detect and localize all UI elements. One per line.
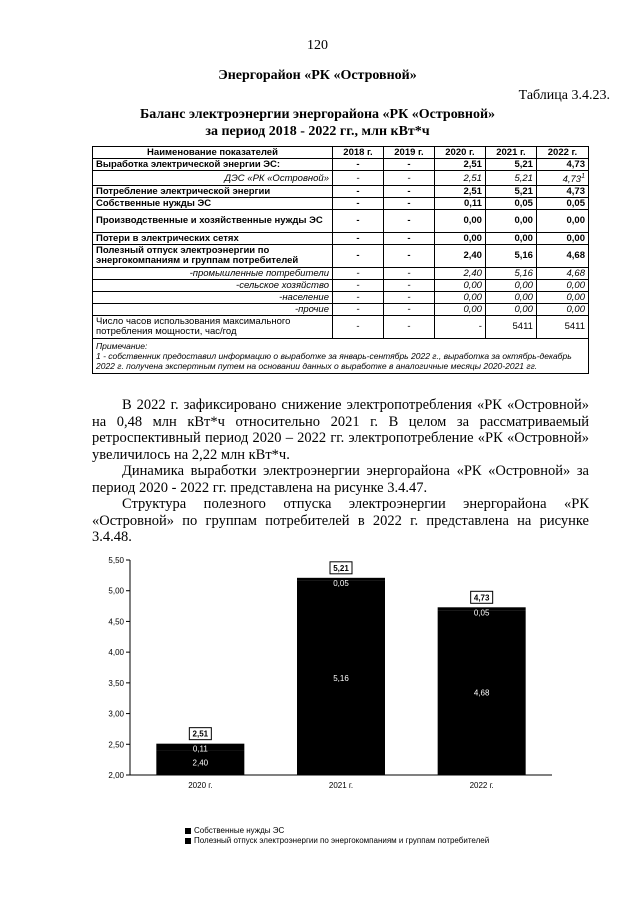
note-title: Примечание: (96, 341, 148, 352)
cell: 0,00 (434, 233, 485, 245)
cell: 4,68 (536, 245, 588, 268)
cell: 5,21 (485, 186, 536, 198)
paragraph-3 (92, 496, 589, 546)
note-text: 1 - собственник предоставил информацию о выработке за январь-сентябрь 2022 г., выработка за октябрь-декабрь 2022 г. получена экспертным путем на основании данных о выработке в аналогичные месяцы 2020-2021 гг. (96, 351, 572, 372)
header-cell: 2021 г. (485, 147, 536, 159)
x-tick-label: 2020 г. (188, 781, 213, 790)
total-label: 5,21 (333, 563, 349, 573)
cell: 5,21 (485, 159, 536, 171)
row-label: Производственные и хозяйственные нужды ЭС (93, 210, 333, 233)
y-tick-label: 2,00 (108, 771, 124, 780)
paragraph-2 (92, 463, 589, 496)
data-label-own-needs: 0,05 (333, 578, 349, 588)
cell: - (383, 280, 434, 292)
cell: - (383, 304, 434, 316)
table-number: Таблица 3.4.23. (518, 88, 610, 103)
data-label-own-needs: 0,11 (192, 744, 208, 754)
legend-swatch (185, 838, 191, 844)
y-tick-label: 5,00 (108, 586, 124, 596)
bar-chart (92, 550, 572, 800)
y-tick-label: 3,00 (108, 709, 124, 719)
header-cell: Наименование показателей (93, 147, 333, 159)
y-tick-label: 2,50 (108, 740, 124, 750)
y-tick-label: 5,50 (108, 556, 124, 565)
page-number: 120 (307, 38, 328, 53)
table-title-line2: за период 2018 - 2022 гг., млн кВт*ч (205, 124, 430, 139)
cell: - (383, 233, 434, 245)
paragraph-1 (92, 397, 589, 463)
paragraph-1-text: В 2022 г. зафиксировано снижение электропотребления «РК «Островной» на 0,48 млн кВт*ч относительно 2021 г. В целом за рассматриваемый ретроспективный период 2020 – 2022 гг. электропотребление «РК «Островной» увеличилось на 2,22 млн кВт*ч. (92, 397, 589, 463)
total-label: 4,73 (473, 593, 490, 603)
y-tick-label: 4,50 (108, 617, 124, 627)
row-label: -прочие (93, 304, 333, 316)
data-label-useful-supply: 2,40 (192, 758, 209, 768)
cell: 0,05 (485, 198, 536, 210)
cell: 2,40 (434, 268, 485, 280)
table-row (93, 171, 589, 186)
cell: 0,00 (485, 233, 536, 245)
table-row (93, 304, 589, 316)
table-title-line1: Баланс электроэнергии энергорайона «РК «Островной» (139, 107, 496, 122)
cell: 0,00 (434, 280, 485, 292)
table-note (93, 339, 589, 374)
header-cell: 2019 г. (383, 147, 434, 159)
row-label: Число часов использования максимального потребления мощности, час/год (93, 316, 333, 339)
cell: - (383, 268, 434, 280)
cell: - (333, 171, 384, 186)
data-label-own-needs: 0,05 (473, 608, 490, 618)
y-tick-label: 3,50 (108, 678, 124, 688)
cell: 0,00 (536, 210, 588, 233)
legend-label: Собственные нужды ЭС (194, 826, 285, 835)
cell: 0,00 (434, 292, 485, 304)
balance-table (92, 146, 589, 374)
table-row (93, 186, 589, 198)
cell: 0,00 (434, 304, 485, 316)
cell: 0,00 (536, 304, 588, 316)
cell: 0,00 (485, 304, 536, 316)
table-row (93, 280, 589, 292)
header-cell: 2020 г. (434, 147, 485, 159)
cell: 4,68 (536, 268, 588, 280)
header-cell: 2022 г. (536, 147, 588, 159)
cell: - (383, 210, 434, 233)
cell: 0,00 (536, 292, 588, 304)
cell: 4,73 (536, 186, 588, 198)
row-label: Потери в электрических сетях (93, 233, 333, 245)
cell: 2,51 (434, 186, 485, 198)
cell: - (383, 159, 434, 171)
cell: 0,00 (485, 280, 536, 292)
cell: 0,05 (536, 198, 588, 210)
cell: - (383, 171, 434, 186)
table-row (93, 292, 589, 304)
cell: 0,00 (536, 280, 588, 292)
legend-label: Полезный отпуск электроэнергии по энергокомпаниям и группам потребителей (194, 836, 490, 845)
paragraph-2-text: Динамика выработки электроэнергии энергорайона «РК «Островной» за период 2020 - 2022 гг. представлена на рисунке 3.4.47. (92, 463, 589, 496)
cell: 5,16 (485, 268, 536, 280)
cell: 2,51 (434, 171, 485, 186)
table-row (93, 316, 589, 339)
cell: - (333, 198, 384, 210)
row-label: -население (93, 292, 333, 304)
cell: - (383, 186, 434, 198)
table-row (93, 198, 589, 210)
cell: 4,73 (536, 159, 588, 171)
cell: - (333, 304, 384, 316)
cell: 2,51 (434, 159, 485, 171)
table-row (93, 159, 589, 171)
cell: - (333, 186, 384, 198)
cell: - (383, 292, 434, 304)
cell: 0,11 (434, 198, 485, 210)
section-title: Энергорайон «РК «Островной» (218, 68, 417, 83)
cell: 5,16 (485, 245, 536, 268)
cell: 0,00 (434, 210, 485, 233)
row-label: ДЭС «РК «Островной» (93, 171, 333, 186)
cell: - (333, 292, 384, 304)
cell: 2,40 (434, 245, 485, 268)
data-label-useful-supply: 4,68 (473, 688, 490, 698)
paragraph-3-text: Структура полезного отпуска электроэнергии энергорайона «РК «Островной» по группам потребителей в 2022 г. представлена на рисунке 3.4.48. (92, 496, 589, 545)
row-label: -промышленные потребители (93, 268, 333, 280)
cell: - (333, 280, 384, 292)
cell: - (333, 268, 384, 280)
cell: - (333, 245, 384, 268)
total-label: 2,51 (192, 729, 209, 739)
legend-item-useful-supply (185, 836, 489, 845)
cell (536, 171, 588, 186)
table-row (93, 268, 589, 280)
table-row (93, 210, 589, 233)
cell: 0,00 (485, 210, 536, 233)
y-tick-label: 4,00 (108, 648, 124, 658)
table-note-row (93, 339, 589, 374)
table-title (0, 106, 635, 140)
table-header-row (93, 147, 589, 159)
cell: - (383, 198, 434, 210)
x-tick-label: 2021 г. (328, 781, 354, 790)
cell: - (333, 233, 384, 245)
cell: - (434, 316, 485, 339)
table-row (93, 233, 589, 245)
cell: - (333, 316, 384, 339)
cell: 5411 (485, 316, 536, 339)
cell: 0,00 (485, 292, 536, 304)
row-label: Собственные нужды ЭС (93, 198, 333, 210)
cell: - (333, 210, 384, 233)
cell-value: 4,73 (562, 174, 582, 186)
row-label: -сельское хозяйство (93, 280, 333, 292)
row-label: Полезный отпуск электроэнергии по энергокомпаниям и группам потребителей (93, 245, 333, 268)
row-label: Потребление электрической энергии (93, 186, 333, 198)
cell: - (333, 159, 384, 171)
cell: - (383, 316, 434, 339)
x-tick-label: 2022 г. (469, 781, 494, 790)
cell: 5411 (536, 316, 588, 339)
header-cell: 2018 г. (333, 147, 384, 159)
legend-swatch (185, 828, 191, 834)
legend-item-own-needs (185, 826, 284, 835)
table-row (93, 245, 589, 268)
cell: 0,00 (536, 233, 588, 245)
cell: - (383, 245, 434, 268)
footnote-mark: 1 (581, 173, 585, 180)
data-label-useful-supply: 5,16 (333, 673, 349, 683)
row-label: Выработка электрической энергии ЭС: (93, 159, 333, 171)
cell: 5,21 (485, 171, 536, 186)
